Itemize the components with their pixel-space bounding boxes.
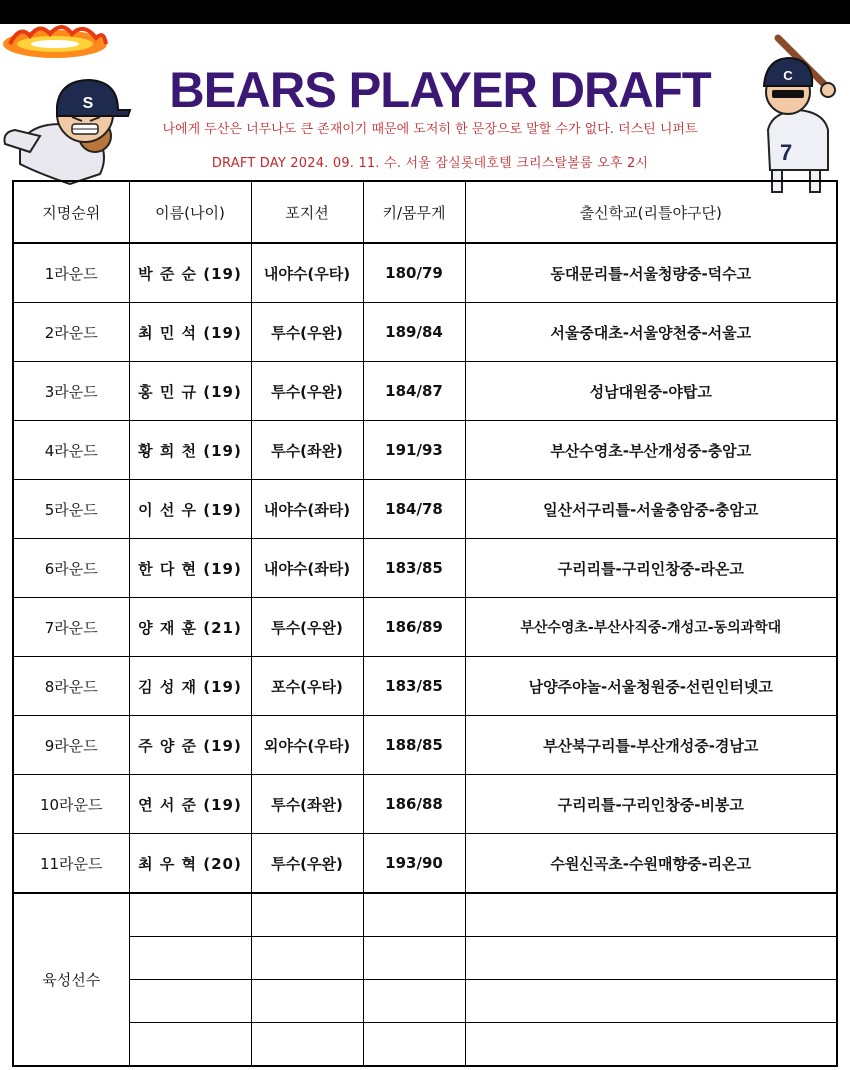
page-title: BEARS PLAYER DRAFT	[169, 62, 711, 118]
round-cell: 7라운드	[13, 598, 129, 657]
empty-cell	[363, 980, 465, 1023]
table-row	[13, 834, 837, 894]
empty-cell	[465, 980, 837, 1023]
table-row	[13, 775, 837, 834]
height-weight-cell: 186/88	[363, 775, 465, 834]
name-cell: 한 다 현 (19)	[129, 539, 251, 598]
name-cell: 최 우 혁 (20)	[129, 834, 251, 894]
empty-cell	[251, 893, 363, 937]
left-cap-letter: S	[82, 95, 94, 112]
height-weight-cell: 191/93	[363, 421, 465, 480]
batter-mascot-icon	[748, 30, 850, 198]
column-header-height-weight: 키/몸무게	[363, 181, 465, 243]
height-weight-cell: 188/85	[363, 716, 465, 775]
height-weight-cell: 184/87	[363, 362, 465, 421]
top-status-bar	[0, 0, 850, 24]
name-cell: 주 양 준 (19)	[129, 716, 251, 775]
development-label: 육성선수	[13, 893, 129, 1066]
position-cell: 외야수(우타)	[251, 716, 363, 775]
height-weight-cell: 184/78	[363, 480, 465, 539]
empty-cell	[129, 893, 251, 937]
empty-cell	[363, 1023, 465, 1067]
position-cell: 투수(우완)	[251, 303, 363, 362]
round-cell: 3라운드	[13, 362, 129, 421]
position-cell: 포수(우타)	[251, 657, 363, 716]
position-cell: 투수(좌완)	[251, 421, 363, 480]
name-cell: 김 성 재 (19)	[129, 657, 251, 716]
round-cell: 5라운드	[13, 480, 129, 539]
table-row	[13, 657, 837, 716]
table-row	[13, 421, 837, 480]
height-weight-cell: 183/85	[363, 657, 465, 716]
school-cell: 일산서구리틀-서울충암중-충암고	[465, 480, 837, 539]
table-row	[13, 303, 837, 362]
position-cell: 내야수(우타)	[251, 243, 363, 303]
position-cell: 투수(우완)	[251, 598, 363, 657]
name-cell: 최 민 석 (19)	[129, 303, 251, 362]
position-cell: 투수(우완)	[251, 362, 363, 421]
position-cell: 투수(우완)	[251, 834, 363, 894]
empty-cell	[363, 937, 465, 980]
column-header-name: 이름(나이)	[129, 181, 251, 243]
school-cell: 남양주야놀-서울청원중-선린인터넷고	[465, 657, 837, 716]
round-cell: 8라운드	[13, 657, 129, 716]
school-cell: 서울중대초-서울양천중-서울고	[465, 303, 837, 362]
school-cell: 부산수영초-부산개성중-충암고	[465, 421, 837, 480]
school-cell: 구리리틀-구리인창중-비봉고	[465, 775, 837, 834]
table-row	[13, 480, 837, 539]
empty-cell	[251, 937, 363, 980]
round-cell: 6라운드	[13, 539, 129, 598]
table-row	[13, 598, 837, 657]
height-weight-cell: 189/84	[363, 303, 465, 362]
school-cell: 부산수영초-부산사직중-개성고-동의과학대	[465, 598, 837, 657]
name-cell: 연 서 준 (19)	[129, 775, 251, 834]
empty-cell	[465, 937, 837, 980]
round-cell: 10라운드	[13, 775, 129, 834]
pitcher-mascot-icon	[0, 24, 135, 194]
round-cell: 9라운드	[13, 716, 129, 775]
column-header-position: 포지션	[251, 181, 363, 243]
empty-cell	[465, 1023, 837, 1067]
draft-day-info: DRAFT DAY 2024. 09. 11. 수. 서울 잠실롯데호텔 크리스탈볼룸 오후 2시	[211, 156, 649, 171]
round-cell: 11라운드	[13, 834, 129, 894]
height-weight-cell: 180/79	[363, 243, 465, 303]
development-row	[13, 1023, 837, 1067]
development-row	[13, 937, 837, 980]
column-header-round: 지명순위	[13, 181, 129, 243]
empty-cell	[363, 893, 465, 937]
empty-cell	[129, 1023, 251, 1067]
table-row	[13, 539, 837, 598]
round-cell: 4라운드	[13, 421, 129, 480]
empty-cell	[129, 980, 251, 1023]
round-cell: 1라운드	[13, 243, 129, 303]
height-weight-cell: 183/85	[363, 539, 465, 598]
quote-text: 나에게 두산은 너무나도 큰 존재이기 때문에 도저히 한 문장으로 말할 수가 없다. 더스틴 니퍼트	[162, 122, 698, 137]
school-cell: 수원신곡초-수원매향중-리온고	[465, 834, 837, 894]
empty-cell	[251, 1023, 363, 1067]
school-cell: 구리리틀-구리인창중-라온고	[465, 539, 837, 598]
school-cell: 성남대원중-야탑고	[465, 362, 837, 421]
position-cell: 내야수(좌타)	[251, 539, 363, 598]
right-cap-letter: C	[783, 68, 793, 83]
name-cell: 양 재 훈 (21)	[129, 598, 251, 657]
name-cell: 박 준 순 (19)	[129, 243, 251, 303]
empty-cell	[129, 937, 251, 980]
table-row	[13, 362, 837, 421]
height-weight-cell: 186/89	[363, 598, 465, 657]
column-header-school: 출신학교(리틀야구단)	[465, 181, 837, 243]
school-cell: 동대문리틀-서울청량중-덕수고	[465, 243, 837, 303]
school-cell: 부산북구리틀-부산개성중-경남고	[465, 716, 837, 775]
empty-cell	[251, 980, 363, 1023]
development-row	[13, 893, 837, 937]
name-cell: 황 희 천 (19)	[129, 421, 251, 480]
table-header-row	[13, 181, 837, 243]
right-jersey-number: 7	[780, 140, 793, 165]
table-row	[13, 243, 837, 303]
round-cell: 2라운드	[13, 303, 129, 362]
table-row	[13, 716, 837, 775]
position-cell: 내야수(좌타)	[251, 480, 363, 539]
development-row	[13, 980, 837, 1023]
draft-table	[12, 180, 838, 1067]
empty-cell	[465, 893, 837, 937]
position-cell: 투수(좌완)	[251, 775, 363, 834]
height-weight-cell: 193/90	[363, 834, 465, 894]
name-cell: 이 선 우 (19)	[129, 480, 251, 539]
name-cell: 홍 민 규 (19)	[129, 362, 251, 421]
